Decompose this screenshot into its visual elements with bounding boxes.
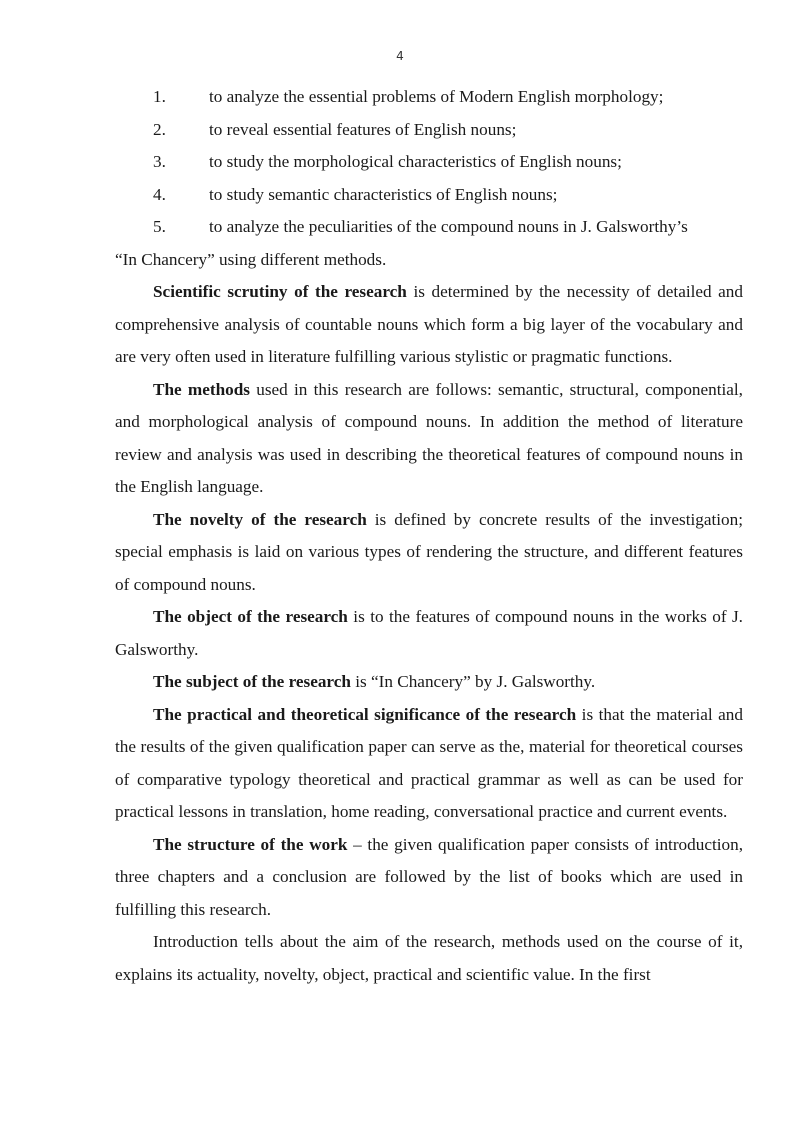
paragraph-structure: [115, 829, 743, 927]
list-number: 2.: [153, 119, 166, 139]
paragraph-scrutiny: [115, 276, 743, 374]
paragraph-heading: The novelty of the research: [153, 509, 367, 529]
paragraph-body: Introduction tells about the aim of the research, methods used on the course of it, explains its actuality, novelty, object, practical and scientific value. In the first: [115, 932, 743, 984]
list-text: to analyze the peculiarities of the compound nouns in J. Galsworthy’s: [209, 217, 688, 236]
paragraph-object: [115, 601, 743, 666]
list-number: 3.: [153, 152, 166, 171]
paragraph-body: is determined by the necessity of detailed and comprehensive analysis of countable nouns which form a big layer of the vocabulary and are very often used in literature fulfilling various stylistic or pragmatic functions.: [115, 282, 743, 366]
paragraph-body: is defined by concrete results of the investigation; special emphasis is laid on various types of rendering the structure, and different features of compound nouns.: [115, 509, 743, 594]
task-list-item: [115, 114, 743, 147]
paragraph-body: is “In Chancery” by J. Galsworthy.: [350, 672, 596, 691]
list-number: 4.: [153, 184, 166, 204]
list-continuation: “In Chancery” using different methods.: [115, 249, 387, 269]
list-text: to reveal essential features of English nouns;: [209, 119, 517, 139]
paragraph-heading: The structure of the work: [153, 834, 348, 854]
list-number: 1.: [153, 87, 166, 106]
task-list-item: [115, 81, 743, 114]
paragraph-significance: [115, 699, 743, 829]
paragraph-heading: Scientific scrutiny of the research: [153, 282, 407, 301]
paragraph-novelty: [115, 504, 743, 602]
paragraph-body: – the given qualification paper consists of introduction, three chapters and a conclusion are followed by the list of books which are used in fulfilling this research.: [115, 834, 744, 919]
list-number: 5.: [153, 217, 166, 236]
paragraph-heading: The subject of the research: [153, 672, 351, 691]
list-text: to study the morphological characteristics of English nouns;: [209, 152, 622, 171]
paragraph-heading: The practical and theoretical significance of the research: [153, 704, 577, 724]
paragraph-introduction: [115, 926, 743, 991]
task-list-item: [115, 146, 743, 179]
paragraph-heading: The object of the research: [153, 607, 348, 626]
task-list-item: [115, 179, 743, 212]
paragraph-subject: [115, 666, 743, 699]
list-text: to study semantic characteristics of English nouns;: [209, 184, 558, 204]
task-list-item: [115, 211, 743, 244]
paragraph-heading: The methods: [153, 379, 250, 399]
paragraph-body: used in this research are follows: semantic, structural, componential, and morphological analysis of compound nouns. In addition the method of literature review and analysis was used in describing the theoretical features of compound nouns in the English language.: [115, 379, 743, 496]
paragraph-methods: [115, 374, 743, 504]
paragraph-body: is to the features of compound nouns in the works of J. Galsworthy.: [115, 607, 743, 659]
list-text: to analyze the essential problems of Modern English morphology;: [209, 87, 664, 106]
paragraph-body: is that the material and the results of the given qualification paper can serve as the, material for theoretical courses of comparative typology theoretical and practical grammar as well as can be used for practical lessons in translation, home reading, conversational practice and current events.: [115, 704, 743, 821]
page-number: 4: [396, 49, 404, 63]
document-body: [115, 81, 743, 991]
